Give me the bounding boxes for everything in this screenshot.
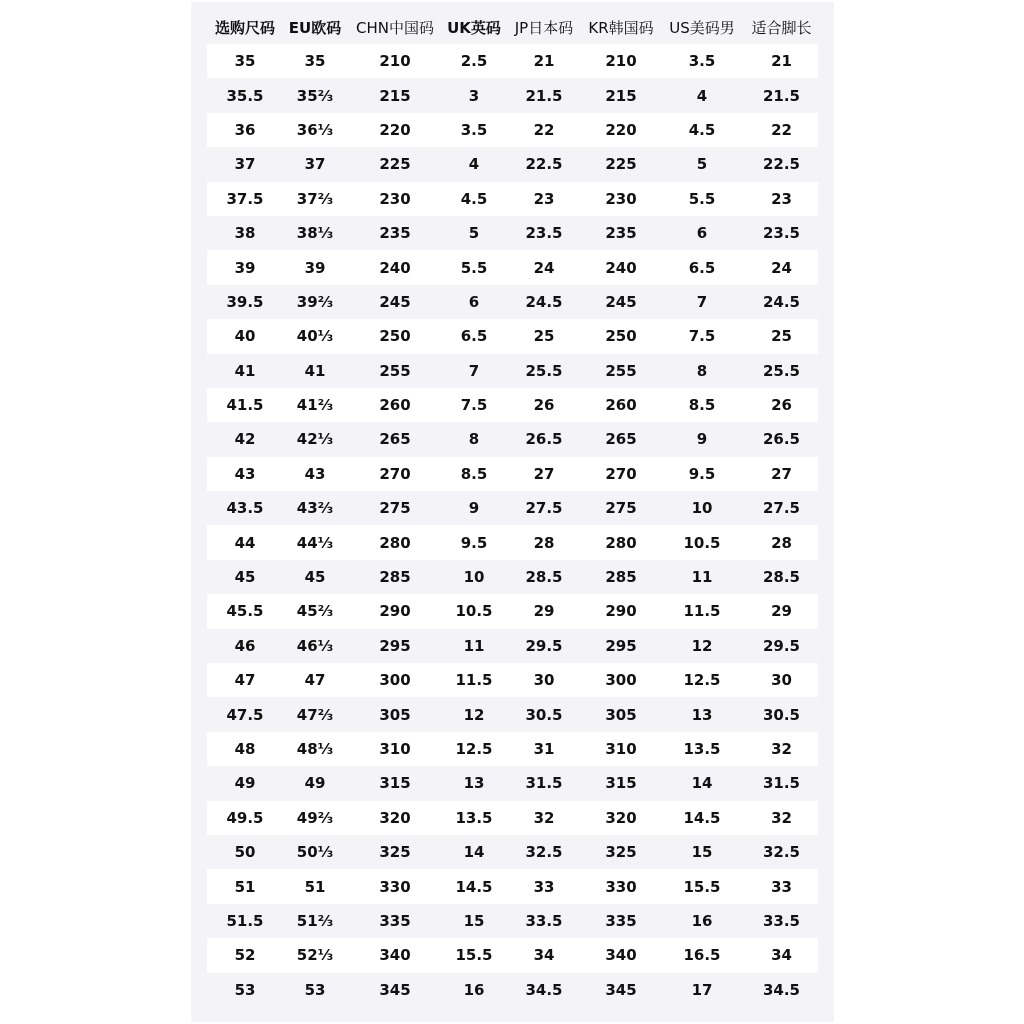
table-cell: 16 [463,980,485,999]
table-cell: 35 [304,52,326,71]
table-cell: 34 [533,946,555,965]
table-cell: 25.5 [762,361,800,380]
table-cell: 6 [696,224,708,243]
table-cell: 12.5 [683,671,721,690]
table-cell: 11 [691,568,713,587]
table-cell: 7.5 [688,327,716,346]
table-cell: 245 [605,292,637,311]
table-cell: 41⅔ [296,396,334,415]
size-chart-header [207,10,818,44]
table-cell: 32 [533,808,555,827]
table-cell: 17 [691,980,713,999]
table-cell: 33 [771,877,792,896]
table-cell: 26.5 [525,430,563,449]
table-row [207,938,818,972]
table-cell: 345 [379,980,411,999]
table-cell: 34.5 [525,980,563,999]
table-row [207,319,818,353]
table-cell: 30 [533,671,555,690]
table-cell: 26 [771,396,792,415]
table-cell: 285 [605,568,637,587]
column-header: KR韩国码 [588,18,654,37]
table-cell: 250 [605,327,637,346]
table-row [207,732,818,766]
table-row [207,629,818,663]
table-cell: 46⅓ [296,636,334,655]
table-row [207,491,818,525]
table-cell: 51 [234,877,256,896]
table-cell: 48 [234,740,256,758]
table-cell: 3.5 [460,120,488,139]
table-cell: 8 [468,430,480,449]
table-cell: 51⅔ [296,911,334,930]
table-cell: 9.5 [460,533,488,552]
table-cell: 22 [771,120,792,139]
size-chart-panel [191,2,834,1022]
table-cell: 23 [533,189,555,208]
table-row [207,354,818,388]
table-cell: 34.5 [762,980,800,999]
table-cell: 8.5 [688,396,716,415]
table-row [207,560,818,594]
table-cell: 235 [379,224,411,243]
column-header: UK英码 [447,18,501,37]
table-cell: 23 [771,189,792,208]
table-cell: 53 [304,980,326,999]
table-cell: 28 [771,533,792,552]
table-cell: 24 [533,258,555,277]
table-cell: 14 [463,843,485,862]
table-cell: 245 [379,292,411,311]
table-cell: 280 [605,533,637,552]
table-cell: 12 [691,636,713,655]
table-cell: 275 [605,499,637,518]
table-cell: 300 [605,671,637,690]
table-cell: 330 [379,877,411,896]
table-cell: 37 [304,155,326,174]
table-row [207,250,818,284]
table-cell: 15 [691,843,713,862]
table-cell: 41 [304,361,326,380]
table-cell: 340 [379,946,411,965]
table-cell: 31.5 [525,774,563,793]
table-cell: 35.5 [226,86,264,105]
table-row [207,285,818,319]
table-cell: 14 [691,774,713,793]
table-cell: 27 [771,464,792,483]
table-cell: 3 [468,86,480,105]
table-cell: 21.5 [762,86,800,105]
column-header: CHN中国码 [356,18,434,37]
table-cell: 50⅓ [296,843,334,862]
table-cell: 43 [234,464,256,483]
table-cell: 7 [696,292,708,311]
table-cell: 275 [379,499,411,518]
table-cell: 10 [691,499,713,518]
table-cell: 7 [468,361,480,380]
table-cell: 44 [234,533,256,552]
table-cell: 49.5 [226,808,264,827]
table-cell: 21 [533,52,555,71]
table-cell: 14.5 [683,808,721,827]
table-cell: 30.5 [525,705,563,724]
table-cell: 29 [533,602,555,621]
table-cell: 280 [379,533,411,552]
table-cell: 39.5 [226,292,264,311]
table-cell: 23.5 [762,224,800,243]
table-cell: 37⅔ [296,189,334,208]
table-row [207,801,818,835]
table-cell: 40⅓ [296,327,334,346]
table-cell: 34 [771,946,792,965]
table-cell: 7.5 [460,396,488,415]
table-cell: 4.5 [688,120,716,139]
table-cell: 42⅓ [296,430,334,449]
table-cell: 45.5 [226,602,264,621]
table-row [207,904,818,938]
table-cell: 28.5 [525,568,563,587]
table-row [207,457,818,491]
table-cell: 43⅔ [296,499,334,518]
table-row [207,113,818,147]
table-cell: 22 [533,120,555,139]
table-cell: 28 [533,533,555,552]
table-cell: 36 [234,120,256,139]
table-cell: 47⅔ [296,705,334,724]
table-cell: 38⅓ [296,224,334,243]
table-cell: 3.5 [688,52,716,71]
table-cell: 29.5 [762,636,800,655]
table-cell: 29.5 [525,636,563,655]
table-cell: 11.5 [455,671,493,690]
table-cell: 320 [379,808,411,827]
table-cell: 345 [605,980,637,999]
table-cell: 13.5 [455,808,493,827]
table-cell: 50 [234,843,256,862]
table-cell: 335 [605,911,637,930]
table-cell: 6.5 [460,327,488,346]
table-row [207,869,818,903]
size-chart-body [207,44,818,1007]
table-cell: 43.5 [226,499,264,518]
table-cell: 39 [234,258,256,277]
table-cell: 40 [234,327,256,346]
column-header: 选购尺码 [214,18,275,37]
table-row [207,663,818,697]
table-cell: 255 [605,361,637,380]
table-cell: 49⅔ [296,808,334,827]
table-cell: 5.5 [688,189,716,208]
table-cell: 26 [533,396,555,415]
table-cell: 47.5 [226,705,264,724]
table-cell: 325 [605,843,637,862]
table-row [207,525,818,559]
table-cell: 36⅓ [296,120,334,139]
table-cell: 215 [605,86,637,105]
table-cell: 2.5 [460,52,488,71]
table-cell: 330 [605,877,637,896]
table-cell: 41.5 [226,396,264,415]
table-cell: 47 [234,671,256,690]
table-cell: 45 [304,568,326,587]
table-cell: 24 [771,258,792,277]
table-cell: 11.5 [683,602,721,621]
table-cell: 6 [468,292,480,311]
table-cell: 265 [605,430,637,449]
table-cell: 290 [379,602,411,621]
table-cell: 31.5 [762,774,800,793]
table-cell: 6.5 [688,258,716,277]
table-cell: 13 [691,705,713,724]
table-cell: 32.5 [525,843,563,862]
table-cell: 51 [304,877,326,896]
table-cell: 14.5 [455,877,493,896]
table-cell: 44⅓ [296,533,334,552]
table-cell: 33 [533,877,555,896]
table-cell: 21 [771,52,792,71]
column-header: JP日本码 [514,18,574,37]
table-cell: 39⅔ [296,292,334,311]
table-cell: 315 [605,774,637,793]
table-cell: 37 [234,155,256,174]
table-cell: 30.5 [762,705,800,724]
table-cell: 250 [379,327,411,346]
table-cell: 220 [605,120,637,139]
table-cell: 15.5 [683,877,721,896]
table-cell: 35 [234,52,256,71]
table-cell: 11 [463,636,485,655]
table-cell: 52 [234,946,256,965]
table-cell: 24.5 [525,292,563,311]
table-cell: 35⅔ [296,86,334,105]
table-cell: 10 [463,568,485,587]
table-cell: 270 [605,464,637,483]
table-cell: 315 [379,774,411,793]
table-cell: 230 [605,189,637,208]
table-cell: 16 [691,911,713,930]
table-cell: 28.5 [762,568,800,587]
table-cell: 47 [304,671,326,690]
table-cell: 4 [696,86,708,105]
table-cell: 225 [379,155,411,174]
column-header: EU欧码 [288,18,342,37]
table-cell: 240 [379,258,411,277]
table-cell: 15.5 [455,946,493,965]
table-cell: 320 [605,808,637,827]
table-cell: 285 [379,568,411,587]
table-cell: 48⅓ [296,740,334,758]
table-cell: 27.5 [525,499,563,518]
table-cell: 51.5 [226,911,264,930]
table-cell: 305 [379,705,411,724]
table-cell: 26.5 [762,430,800,449]
table-cell: 5 [468,224,480,243]
table-cell: 21.5 [525,86,563,105]
table-cell: 8 [696,361,708,380]
table-cell: 9 [696,430,708,449]
table-cell: 220 [379,120,411,139]
table-cell: 210 [605,52,637,71]
table-cell: 4 [468,155,480,174]
table-cell: 38 [234,224,256,243]
table-cell: 25 [771,327,792,346]
table-cell: 340 [605,946,637,965]
table-cell: 9 [468,499,480,518]
table-cell: 53 [234,980,256,999]
table-cell: 13 [463,774,485,793]
table-cell: 255 [379,361,411,380]
table-cell: 240 [605,258,637,277]
table-cell: 215 [379,86,411,105]
table-cell: 295 [379,636,411,655]
table-cell: 225 [605,155,637,174]
table-row [207,835,818,869]
table-row [207,388,818,422]
table-row [207,44,818,78]
table-cell: 310 [605,740,637,758]
table-cell: 29 [771,602,792,621]
table-cell: 10.5 [455,602,493,621]
table-row [207,973,818,1007]
table-cell: 260 [379,396,411,415]
table-cell: 12 [463,705,485,724]
table-cell: 305 [605,705,637,724]
table-cell: 13.5 [683,740,721,758]
table-cell: 32.5 [762,843,800,862]
table-cell: 25.5 [525,361,563,380]
table-cell: 43 [304,464,326,483]
table-row [207,78,818,112]
table-cell: 41 [234,361,256,380]
table-cell: 23.5 [525,224,563,243]
table-cell: 335 [379,911,411,930]
table-cell: 325 [379,843,411,862]
column-header: 适合脚长 [751,18,812,37]
table-cell: 5 [696,155,708,174]
table-cell: 10.5 [683,533,721,552]
table-cell: 290 [605,602,637,621]
column-header: US美码男 [669,18,735,37]
table-cell: 230 [379,189,411,208]
table-row [207,594,818,628]
table-cell: 265 [379,430,411,449]
table-cell: 235 [605,224,637,243]
table-cell: 12.5 [455,740,493,758]
table-row [207,216,818,250]
table-cell: 33.5 [525,911,563,930]
table-cell: 52⅓ [296,946,334,965]
table-cell: 24.5 [762,292,800,311]
table-cell: 16.5 [683,946,721,965]
table-cell: 42 [234,430,256,449]
table-cell: 310 [379,740,411,758]
table-cell: 45⅔ [296,602,334,621]
table-row [207,766,818,800]
table-cell: 49 [304,774,326,793]
table-cell: 25 [533,327,555,346]
table-cell: 46 [234,636,256,655]
table-cell: 27 [533,464,555,483]
table-cell: 5.5 [460,258,488,277]
table-cell: 270 [379,464,411,483]
table-cell: 295 [605,636,637,655]
table-cell: 15 [463,911,485,930]
table-row [207,422,818,456]
table-cell: 300 [379,671,411,690]
table-cell: 4.5 [460,189,488,208]
table-cell: 33.5 [762,911,800,930]
table-cell: 22.5 [762,155,800,174]
table-cell: 9.5 [688,464,716,483]
table-cell: 22.5 [525,155,563,174]
table-cell: 45 [234,568,256,587]
table-cell: 260 [605,396,637,415]
table-cell: 27.5 [762,499,800,518]
table-cell: 37.5 [226,189,264,208]
table-cell: 32 [771,740,792,758]
table-row [207,182,818,216]
table-cell: 39 [304,258,326,277]
table-cell: 31 [533,740,555,758]
table-row [207,147,818,181]
table-row [207,697,818,731]
table-cell: 30 [771,671,792,690]
table-cell: 49 [234,774,256,793]
table-cell: 8.5 [460,464,488,483]
table-cell: 210 [379,52,411,71]
table-cell: 32 [771,808,792,827]
